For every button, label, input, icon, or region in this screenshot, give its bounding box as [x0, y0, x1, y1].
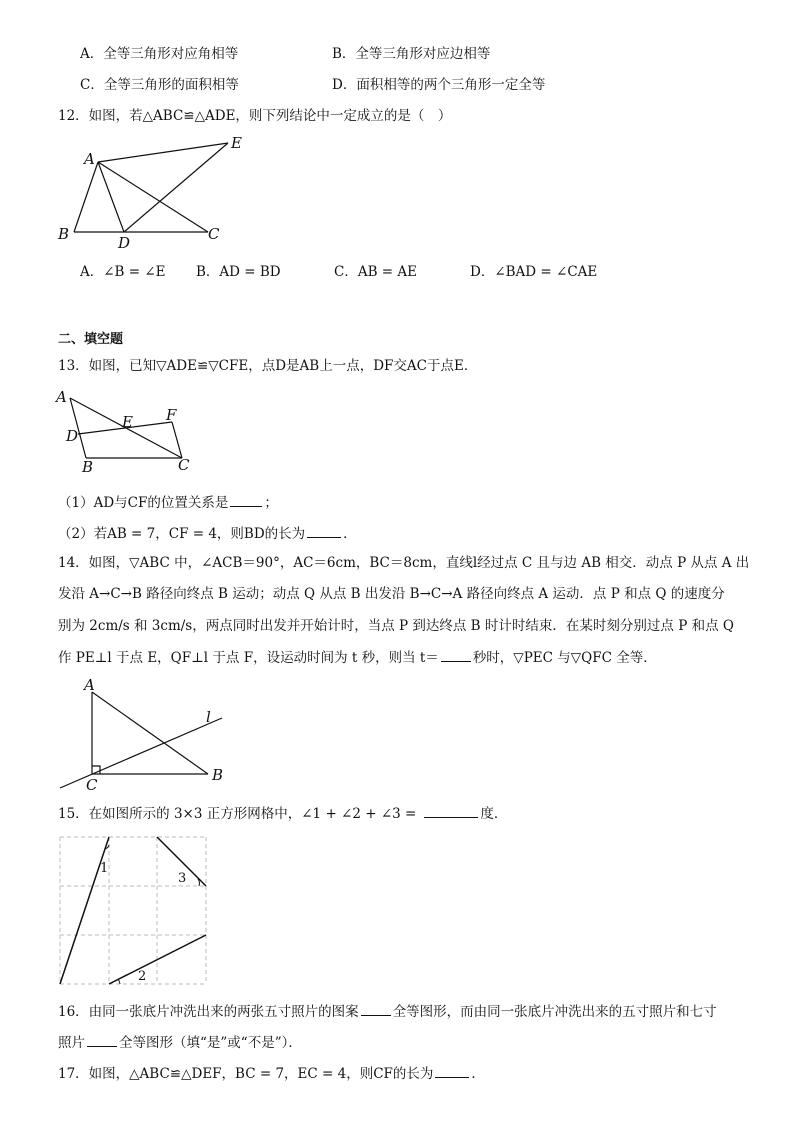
q15-stem: 15．在如图所示的 3×3 正方形网格中，∠1 + ∠2 + ∠3 = 度．: [58, 803, 507, 824]
q14-label-a: A: [84, 676, 95, 694]
q13-label-e: E: [122, 413, 133, 431]
q11-option-c: C．全等三角形的面积相等: [80, 77, 239, 93]
q15-label-2: 2: [138, 969, 147, 984]
q12-option-b: B．AD = BD: [196, 264, 281, 280]
q13-label-f: F: [166, 406, 177, 424]
q13-stem: 13．如图，已知▽ADE≌▽CFE，点D是AB上一点，DF交AC于点E．: [58, 358, 478, 374]
q12-label-a: A: [84, 150, 95, 168]
q15-label-3: 3: [178, 871, 187, 886]
q16-blank-2[interactable]: [87, 1032, 117, 1047]
q11-option-a: A．全等三角形对应角相等: [80, 46, 239, 62]
q14-line-4: 作 PE⊥l 于点 E，QF⊥l 于点 F，设运动时间为 t 秒，则当 t＝ 秒时，▽PEC 与▽QFC 全等．: [58, 647, 657, 668]
q17-blank[interactable]: [435, 1063, 469, 1078]
q11-option-b: B．全等三角形对应边相等: [332, 46, 491, 62]
q13-label-c: C: [178, 456, 190, 474]
q12-label-b: B: [58, 225, 70, 243]
q13-part1: （1）AD与CF的位置关系是 ；: [58, 492, 278, 513]
q14-label-b: B: [212, 766, 224, 784]
q13-part2: （2）若AB = 7，CF = 4，则BD的长为 ．: [58, 523, 357, 544]
q12-option-d: D．∠BAD = ∠CAE: [470, 264, 598, 280]
q13-label-a: A: [56, 388, 67, 406]
q12-label-e: E: [231, 134, 242, 152]
q11-option-d: D．面积相等的两个三角形一定全等: [332, 77, 546, 93]
q14-line-2: 发沿 A→C→B 路径向终点 B 运动；动点 Q 从点 B 出发沿 B→C→A 路径向终点 A 运动．点 P 和点 Q 的速度分: [58, 586, 725, 602]
q16-line-2: 照片 全等图形（填“是”或“不是”）．: [58, 1032, 302, 1053]
q12-label-c: C: [208, 225, 220, 243]
q14-line-3: 别为 2cm/s 和 3cm/s，两点同时出发并开始计时，当点 P 到达终点 B 时计时结束．在某时刻分别过点 P 和点 Q: [58, 618, 734, 634]
q12-stem: 12．如图，若△ABC≌△ADE，则下列结论中一定成立的是（ ）: [58, 108, 452, 124]
q16-line-1: 16．由同一张底片冲洗出来的两张五寸照片的图案 全等图形，而由同一张底片冲洗出来的五寸照片和七寸: [58, 1001, 717, 1022]
q14-label-l: l: [206, 708, 211, 726]
q13-label-d: D: [66, 427, 79, 445]
q15-label-1: 1: [100, 861, 109, 876]
section-title: 二、填空题: [58, 332, 124, 347]
q12-option-a: A．∠B = ∠E: [80, 264, 166, 280]
q12-option-c: C．AB = AE: [334, 264, 417, 280]
q12-label-d: D: [118, 234, 131, 252]
q16-blank-1[interactable]: [361, 1001, 391, 1016]
q14-line-1: 14．如图，▽ABC 中，∠ACB＝90°，AC＝6cm，BC＝8cm，直线l经过点 C 且与边 AB 相交．动点 P 从点 A 出: [58, 555, 750, 571]
q17-stem: 17．如图，△ABC≌△DEF，BC = 7，EC = 4，则CF的长为 ．: [58, 1063, 485, 1084]
q14-label-c: C: [86, 776, 98, 794]
q13-label-b: B: [82, 458, 94, 476]
